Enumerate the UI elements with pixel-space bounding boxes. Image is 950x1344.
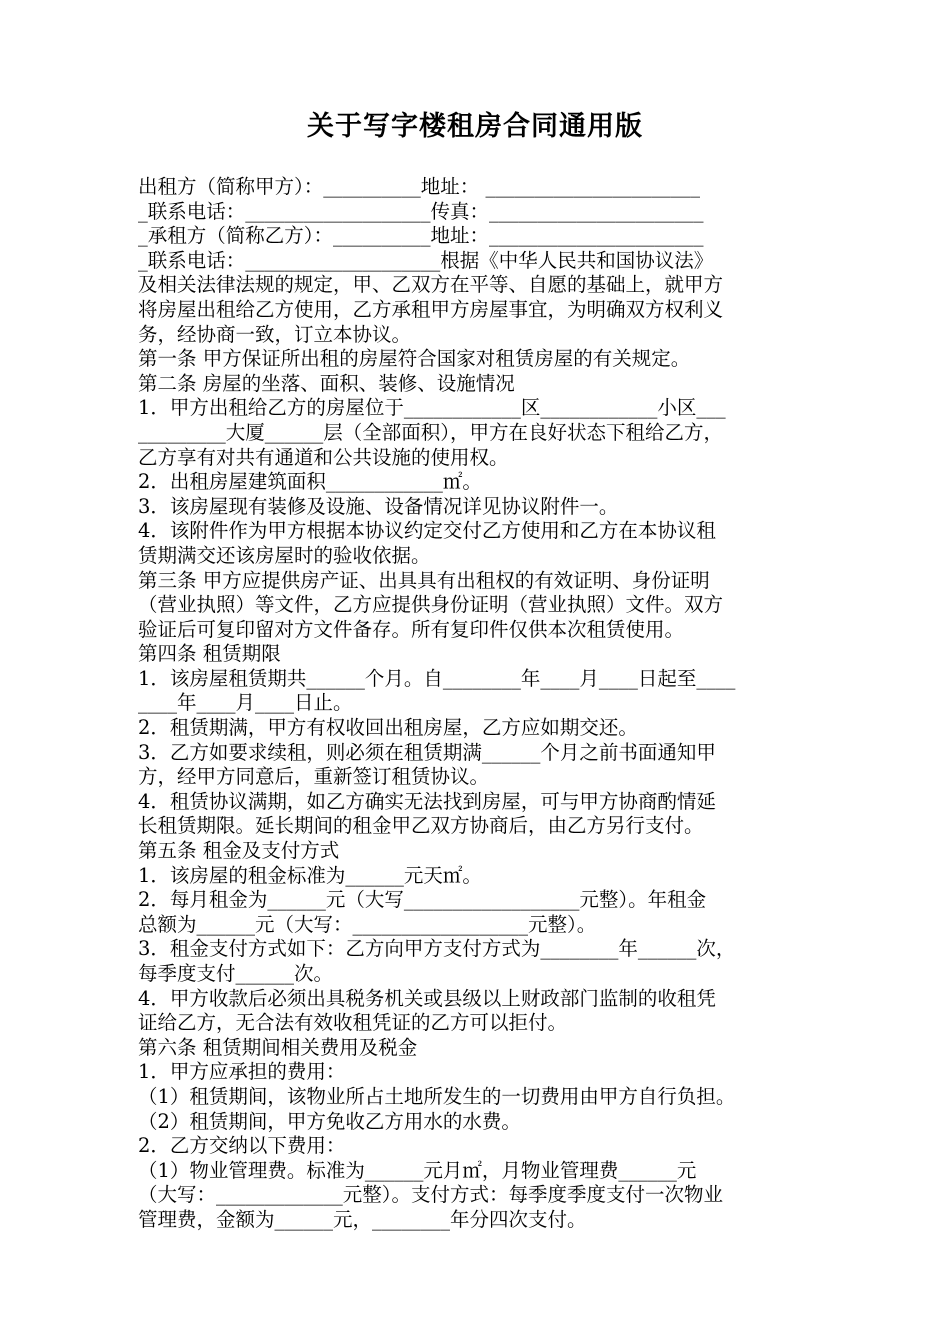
- text-line: 乙方享有对共有通道和公共设施的使用权。: [138, 445, 509, 469]
- text-line: 每季度支付______次。: [138, 962, 334, 985]
- document-title: 关于写字楼租房合同通用版: [307, 111, 643, 142]
- text-line: 2．乙方交纳以下费用：: [138, 1134, 346, 1158]
- text-line: 4．租赁协议满期，如乙方确实无法找到房屋，可与甲方协商酌情延: [138, 789, 716, 813]
- text-line: ____年____月____日止。: [138, 691, 353, 715]
- document-body: [138, 175, 818, 1233]
- text-line: 2．每月租金为______元（大写__________________元整）。年租金: [138, 888, 707, 912]
- text-line: 及相关法律法规的规定，甲、乙双方在平等、自愿的基础上，就甲方: [138, 273, 724, 297]
- text-line: 总额为______元（大写：__________________元整）。: [138, 912, 597, 936]
- text-line: 第三条 甲方应提供房产证、出具具有出租权的有效证明、身份证明: [138, 568, 710, 592]
- text-line: （大写：_____________元整）。支付方式：每季度季度支付一次物业: [138, 1183, 724, 1207]
- text-line: 4．该附件作为甲方根据本协议约定交付乙方使用和乙方在本协议租: [138, 519, 716, 543]
- text-line: 3．该房屋现有装修及设施、设备情况详见协议附件一。: [138, 494, 619, 518]
- text-line: 1．甲方出租给乙方的房屋位于____________区____________小区___: [138, 396, 726, 420]
- text-line: _联系电话：____________________根据《中华人民共和国协议法》: [138, 248, 714, 272]
- text-line: 1．甲方应承担的费用：: [138, 1060, 346, 1084]
- text-line: _承租方（简称乙方）：__________地址：______________________: [138, 224, 704, 248]
- text-line: 第二条 房屋的坐落、面积、装修、设施情况: [138, 371, 515, 395]
- text-line: 第五条 租金及支付方式: [138, 839, 340, 863]
- text-line: 赁期满交还该房屋时的验收依据。: [138, 543, 431, 567]
- text-line: 第四条 租赁期限: [138, 642, 281, 666]
- text-line: _联系电话：___________________传真：______________________: [138, 199, 704, 223]
- text-line: 4．甲方收款后必须出具税务机关或县级以上财政部门监制的收租凭: [138, 986, 716, 1010]
- text-line: （1）物业管理费。标准为______元月㎡，月物业管理费______元: [138, 1158, 697, 1182]
- text-line: 第一条 甲方保证所出租的房屋符合国家对租赁房屋的有关规定。: [138, 347, 691, 371]
- text-line: 3．乙方如要求续租，则必须在租赁期满______个月之前书面通知甲: [138, 740, 716, 764]
- text-line: 2．出租房屋建筑面积____________㎡。: [138, 470, 482, 494]
- text-line: 将房屋出租给乙方使用，乙方承租甲方房屋事宜，为明确双方权利义: [138, 297, 724, 321]
- text-line: 3．租金支付方式如下：乙方向甲方支付方式为________年______次，: [138, 937, 736, 961]
- text-line: 出租方（简称甲方）：__________地址： ______________________: [138, 175, 700, 198]
- text-line: 长租赁期限。延长期间的租金甲乙双方协商后，由乙方另行支付。: [138, 814, 704, 838]
- text-line: 1．该房屋租赁期共______个月。自________年____月____日起至____: [138, 666, 736, 690]
- text-line: 1．该房屋的租金标准为______元天㎡。: [138, 863, 482, 887]
- text-line: 证给乙方，无合法有效收租凭证的乙方可以拒付。: [138, 1011, 568, 1035]
- text-line: 管理费，金额为______元，________年分四次支付。: [138, 1207, 587, 1231]
- text-line: （营业执照）等文件，乙方应提供身份证明（营业执照）文件。双方: [138, 593, 724, 617]
- text-line: _________大厦______层（全部面积），甲方在良好状态下租给乙方，: [138, 420, 724, 444]
- text-line: 务，经协商一致，订立本协议。: [138, 322, 412, 346]
- text-line: 方，经甲方同意后，重新签订租赁协议。: [138, 765, 490, 789]
- text-line: （1）租赁期间，该物业所占土地所发生的一切费用由甲方自行负担。: [138, 1084, 736, 1108]
- text-line: 验证后可复印留对方文件备存。所有复印件仅供本次租赁使用。: [138, 617, 685, 641]
- text-line: 2．租赁期满，甲方有权收回出租房屋，乙方应如期交还。: [138, 716, 638, 740]
- text-line: 第六条 租赁期间相关费用及税金: [138, 1035, 418, 1059]
- text-line: （2）租赁期间，甲方免收乙方用水的水费。: [138, 1109, 521, 1133]
